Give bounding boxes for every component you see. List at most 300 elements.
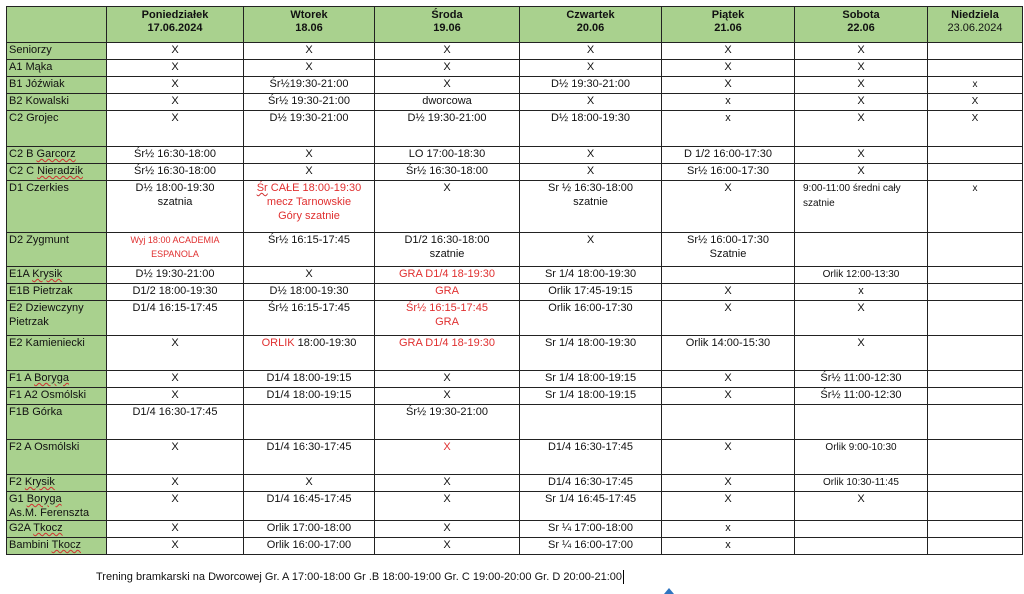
schedule-cell[interactable] bbox=[520, 233, 662, 267]
session-text: X bbox=[443, 61, 451, 73]
schedule-cell[interactable] bbox=[662, 284, 795, 301]
header-row bbox=[7, 7, 1023, 43]
schedule-cell[interactable] bbox=[375, 521, 520, 538]
group-name: D2 Zygmunt bbox=[9, 234, 69, 246]
group-name: F1B Górka bbox=[9, 406, 63, 418]
schedule-cell[interactable] bbox=[928, 521, 1023, 538]
session-text: X bbox=[443, 493, 451, 505]
session-text: D 1/2 16:00-17:30 bbox=[683, 148, 773, 160]
schedule-cell[interactable] bbox=[520, 336, 662, 371]
schedule-cell[interactable] bbox=[520, 492, 662, 521]
group-name-cell[interactable] bbox=[7, 233, 107, 267]
group-name-cell[interactable] bbox=[7, 43, 107, 60]
schedule-cell[interactable] bbox=[795, 388, 928, 405]
group-name-cell[interactable] bbox=[7, 94, 107, 111]
schedule-cell[interactable] bbox=[244, 301, 375, 336]
schedule-cell[interactable] bbox=[928, 301, 1023, 336]
schedule-cell[interactable] bbox=[244, 77, 375, 94]
session-text: X bbox=[857, 337, 865, 349]
session-text: D1/4 18:00-19:15 bbox=[266, 389, 352, 401]
session-text: X bbox=[586, 234, 595, 246]
group-name: B1 Jóźwiak bbox=[9, 78, 65, 90]
schedule-cell[interactable] bbox=[107, 94, 244, 111]
session-text: X bbox=[171, 539, 179, 551]
schedule-cell[interactable] bbox=[244, 147, 375, 164]
schedule-cell[interactable] bbox=[107, 538, 244, 555]
session-text: Śr½ 16:30-18:00 bbox=[134, 148, 216, 160]
session-text: X bbox=[586, 61, 595, 73]
schedule-cell[interactable] bbox=[795, 111, 928, 147]
table-row bbox=[7, 521, 1023, 538]
schedule-cell[interactable] bbox=[795, 440, 928, 475]
session-text: X bbox=[443, 372, 451, 384]
session-text: X bbox=[724, 182, 732, 194]
group-name-cell[interactable] bbox=[7, 111, 107, 147]
schedule-cell[interactable] bbox=[244, 111, 375, 147]
schedule-cell[interactable] bbox=[107, 301, 244, 336]
schedule-cell[interactable] bbox=[375, 267, 520, 284]
group-name-cell[interactable] bbox=[7, 388, 107, 405]
session-text: Sr½ 16:00-17:30 Szatnie bbox=[687, 234, 769, 260]
session-text: D1/4 16:15-17:45 bbox=[132, 302, 218, 314]
schedule-cell[interactable] bbox=[928, 336, 1023, 371]
group-name: C2 Grojec bbox=[9, 112, 59, 124]
schedule-cell[interactable] bbox=[928, 94, 1023, 111]
session-text: GRA D1/4 18-19:30 bbox=[398, 337, 495, 349]
group-name: C2 B Garcorz bbox=[9, 148, 76, 160]
day-header-niedziela[interactable] bbox=[928, 7, 1023, 43]
schedule-cell[interactable] bbox=[928, 60, 1023, 77]
schedule-cell[interactable] bbox=[520, 77, 662, 94]
session-text: X bbox=[171, 112, 179, 124]
schedule-cell[interactable] bbox=[662, 267, 795, 284]
schedule-cell[interactable] bbox=[795, 60, 928, 77]
schedule-cell[interactable] bbox=[928, 538, 1023, 555]
schedule-cell[interactable] bbox=[107, 284, 244, 301]
day-date: 23.06.2024 bbox=[947, 22, 1003, 34]
schedule-cell[interactable] bbox=[662, 371, 795, 388]
table-row bbox=[7, 43, 1023, 60]
schedule-cell[interactable] bbox=[107, 388, 244, 405]
day-header-sroda[interactable] bbox=[375, 7, 520, 43]
session-text: Śr½ 19:30-21:00 bbox=[406, 406, 488, 418]
schedule-cell[interactable] bbox=[375, 475, 520, 492]
schedule-cell[interactable] bbox=[928, 111, 1023, 147]
schedule-cell[interactable] bbox=[244, 284, 375, 301]
schedule-cell[interactable] bbox=[520, 181, 662, 233]
group-name-cell[interactable] bbox=[7, 440, 107, 475]
table-row bbox=[7, 492, 1023, 521]
session-text: D1/4 18:00-19:15 bbox=[266, 372, 352, 384]
session-text: x bbox=[858, 285, 864, 297]
group-name-cell[interactable] bbox=[7, 164, 107, 181]
session-text: D½ 19:30-21:00 bbox=[269, 112, 349, 124]
session-text: X bbox=[857, 61, 865, 73]
schedule-cell[interactable] bbox=[375, 440, 520, 475]
group-name: E1A Krysik bbox=[9, 268, 63, 280]
table-row bbox=[7, 336, 1023, 371]
session-text: X bbox=[443, 78, 451, 90]
group-name: D1 Czerkies bbox=[9, 182, 69, 194]
schedule-cell[interactable] bbox=[107, 267, 244, 284]
schedule-cell[interactable] bbox=[928, 284, 1023, 301]
schedule-cell[interactable] bbox=[375, 147, 520, 164]
table-row bbox=[7, 94, 1023, 111]
schedule-cell[interactable] bbox=[520, 267, 662, 284]
group-name-cell[interactable] bbox=[7, 181, 107, 233]
schedule-cell[interactable] bbox=[795, 405, 928, 440]
session-text: D½ 19:30-21:00 bbox=[551, 78, 630, 90]
schedule-cell[interactable] bbox=[520, 388, 662, 405]
schedule-cell[interactable] bbox=[375, 60, 520, 77]
schedule-cell[interactable] bbox=[107, 440, 244, 475]
schedule-cell[interactable] bbox=[520, 284, 662, 301]
session-text: Śr½ 16:15-17:45 bbox=[268, 234, 350, 246]
group-name-cell[interactable] bbox=[7, 492, 107, 521]
schedule-cell[interactable] bbox=[520, 111, 662, 147]
group-name-cell[interactable] bbox=[7, 267, 107, 284]
group-name: Bambini Tkocz bbox=[9, 539, 81, 551]
schedule-cell[interactable] bbox=[795, 538, 928, 555]
schedule-cell[interactable] bbox=[244, 233, 375, 267]
schedule-cell[interactable] bbox=[520, 60, 662, 77]
session-text: X bbox=[857, 112, 865, 124]
schedule-cell[interactable] bbox=[107, 164, 244, 181]
table-row bbox=[7, 267, 1023, 284]
session-text: Śr½ 19:30-21:00 bbox=[268, 95, 350, 107]
session-text: X bbox=[171, 389, 179, 401]
session-text: x bbox=[972, 79, 978, 90]
session-text: X bbox=[724, 61, 732, 73]
table-row bbox=[7, 405, 1023, 440]
day-date: 19.06 bbox=[433, 22, 461, 34]
schedule-cell[interactable] bbox=[375, 181, 520, 233]
session-text: GRA bbox=[435, 285, 459, 297]
schedule-cell[interactable] bbox=[662, 147, 795, 164]
schedule-cell[interactable] bbox=[662, 440, 795, 475]
group-name: E2 Dziewczyny Pietrzak bbox=[9, 302, 84, 328]
session-text: X bbox=[171, 78, 179, 90]
group-name: F1 A Boryga bbox=[9, 372, 69, 384]
schedule-cell[interactable] bbox=[662, 77, 795, 94]
schedule-cell[interactable] bbox=[662, 233, 795, 267]
group-name-cell[interactable] bbox=[7, 475, 107, 492]
schedule-cell[interactable] bbox=[375, 164, 520, 181]
session-text: D1/4 16:30-17:45 bbox=[547, 476, 633, 488]
schedule-cell[interactable] bbox=[520, 538, 662, 555]
session-text: X bbox=[586, 44, 595, 56]
schedule-cell[interactable] bbox=[662, 301, 795, 336]
schedule-cell[interactable] bbox=[662, 475, 795, 492]
schedule-cell[interactable] bbox=[662, 336, 795, 371]
table-row bbox=[7, 60, 1023, 77]
schedule-cell[interactable] bbox=[928, 388, 1023, 405]
session-text: x bbox=[725, 95, 731, 107]
schedule-cell[interactable] bbox=[928, 440, 1023, 475]
schedule-cell[interactable] bbox=[928, 164, 1023, 181]
schedule-cell[interactable] bbox=[107, 181, 244, 233]
schedule-cell[interactable] bbox=[662, 60, 795, 77]
session-text: Sr 1/4 18:00-19:15 bbox=[544, 389, 637, 401]
schedule-cell[interactable] bbox=[928, 147, 1023, 164]
day-header-czwartek[interactable] bbox=[520, 7, 662, 43]
schedule-cell[interactable] bbox=[375, 111, 520, 147]
schedule-cell[interactable] bbox=[928, 233, 1023, 267]
schedule-cell[interactable] bbox=[662, 94, 795, 111]
schedule-cell[interactable] bbox=[107, 147, 244, 164]
schedule-cell[interactable] bbox=[520, 521, 662, 538]
schedule-cell[interactable] bbox=[928, 77, 1023, 94]
group-name-cell[interactable] bbox=[7, 405, 107, 440]
schedule-cell[interactable] bbox=[375, 492, 520, 521]
schedule-cell[interactable] bbox=[107, 405, 244, 440]
schedule-cell[interactable] bbox=[795, 521, 928, 538]
schedule-cell[interactable] bbox=[795, 77, 928, 94]
schedule-cell[interactable] bbox=[520, 43, 662, 60]
day-date: 17.06.2024 bbox=[147, 22, 203, 34]
session-text: X bbox=[857, 493, 865, 505]
schedule-cell[interactable] bbox=[107, 336, 244, 371]
day-name: Poniedziałek bbox=[141, 9, 209, 21]
schedule-cell[interactable] bbox=[795, 43, 928, 60]
table-row bbox=[7, 111, 1023, 147]
session-text: X bbox=[171, 522, 179, 534]
schedule-cell[interactable] bbox=[375, 336, 520, 371]
group-name-cell[interactable] bbox=[7, 521, 107, 538]
session-text: X bbox=[443, 522, 451, 534]
schedule-cell[interactable] bbox=[795, 492, 928, 521]
schedule-cell[interactable] bbox=[107, 233, 244, 267]
schedule-cell[interactable] bbox=[928, 43, 1023, 60]
goalkeeper-training-note[interactable] bbox=[96, 570, 624, 584]
schedule-cell[interactable] bbox=[244, 181, 375, 233]
schedule-cell[interactable] bbox=[375, 233, 520, 267]
schedule-cell[interactable] bbox=[244, 164, 375, 181]
table-row bbox=[7, 77, 1023, 94]
schedule-cell[interactable] bbox=[662, 492, 795, 521]
schedule-cell[interactable] bbox=[795, 475, 928, 492]
session-text: Śr½ 16:30-18:00 bbox=[134, 165, 216, 177]
session-text: Sr ½ 16:30-18:00 szatnie bbox=[547, 182, 633, 208]
schedule-cell[interactable] bbox=[244, 521, 375, 538]
schedule-cell[interactable] bbox=[520, 475, 662, 492]
day-header-sobota[interactable] bbox=[795, 7, 928, 43]
schedule-cell[interactable] bbox=[375, 77, 520, 94]
session-text: x bbox=[725, 539, 731, 551]
session-text: X bbox=[305, 148, 313, 160]
session-text: Śr½ 11:00-12:30 bbox=[820, 389, 902, 401]
schedule-cell[interactable] bbox=[795, 301, 928, 336]
group-name-cell[interactable] bbox=[7, 538, 107, 555]
session-text: Orlik 12:00-13:30 bbox=[822, 269, 900, 280]
schedule-cell[interactable] bbox=[662, 164, 795, 181]
schedule-cell[interactable] bbox=[107, 475, 244, 492]
session-text: D1/4 16:45-17:45 bbox=[266, 493, 352, 505]
schedule-cell[interactable] bbox=[244, 492, 375, 521]
session-text: X bbox=[305, 44, 313, 56]
schedule-table bbox=[6, 6, 1023, 555]
schedule-cell[interactable] bbox=[928, 267, 1023, 284]
schedule-cell[interactable] bbox=[107, 77, 244, 94]
session-text: X bbox=[586, 165, 595, 177]
schedule-cell[interactable] bbox=[520, 440, 662, 475]
group-name-cell[interactable] bbox=[7, 77, 107, 94]
schedule-cell[interactable] bbox=[375, 388, 520, 405]
session-text: 9:00-11:00 średni cały szatnie bbox=[803, 183, 901, 209]
schedule-cell[interactable] bbox=[795, 181, 928, 233]
schedule-cell[interactable] bbox=[662, 388, 795, 405]
session-text: X bbox=[724, 372, 732, 384]
table-row bbox=[7, 301, 1023, 336]
session-text: X bbox=[171, 44, 179, 56]
session-text: X bbox=[724, 285, 732, 297]
session-text: D1/4 16:30-17:45 bbox=[132, 406, 218, 418]
group-name: F1 A2 Osmólski bbox=[9, 389, 87, 401]
group-name-cell[interactable] bbox=[7, 284, 107, 301]
schedule-cell[interactable] bbox=[520, 405, 662, 440]
schedule-cell[interactable] bbox=[375, 301, 520, 336]
session-text: LO 17:00-18:30 bbox=[408, 148, 486, 160]
schedule-cell[interactable] bbox=[244, 538, 375, 555]
session-text: X bbox=[724, 493, 732, 505]
session-text: X bbox=[857, 165, 865, 177]
schedule-cell[interactable] bbox=[244, 388, 375, 405]
table-row bbox=[7, 147, 1023, 164]
session-text: X bbox=[443, 182, 451, 194]
table-row bbox=[7, 284, 1023, 301]
day-header-poniedzialek[interactable] bbox=[107, 7, 244, 43]
schedule-cell[interactable] bbox=[244, 267, 375, 284]
session-text: X bbox=[724, 78, 732, 90]
day-name: Sobota bbox=[842, 9, 880, 21]
schedule-cell[interactable] bbox=[795, 336, 928, 371]
session-text: X bbox=[724, 302, 732, 314]
table-row bbox=[7, 538, 1023, 555]
schedule-cell[interactable] bbox=[795, 371, 928, 388]
table-row bbox=[7, 164, 1023, 181]
day-date: 18.06 bbox=[295, 22, 323, 34]
day-name: Piątek bbox=[711, 9, 745, 21]
schedule-cell[interactable] bbox=[662, 111, 795, 147]
schedule-cell[interactable] bbox=[244, 60, 375, 77]
schedule-cell[interactable] bbox=[244, 475, 375, 492]
schedule-cell[interactable] bbox=[520, 147, 662, 164]
schedule-cell[interactable] bbox=[244, 440, 375, 475]
schedule-cell[interactable] bbox=[520, 371, 662, 388]
schedule-cell[interactable] bbox=[107, 492, 244, 521]
schedule-cell[interactable] bbox=[107, 111, 244, 147]
schedule-cell[interactable] bbox=[795, 94, 928, 111]
session-text: X bbox=[305, 61, 313, 73]
group-name-cell[interactable] bbox=[7, 60, 107, 77]
schedule-cell[interactable] bbox=[520, 301, 662, 336]
insertion-marker-icon bbox=[664, 588, 674, 594]
session-text: ORLIK 18:00-19:30 bbox=[261, 337, 357, 349]
schedule-cell[interactable] bbox=[928, 181, 1023, 233]
session-text: Orlik 17:45-19:15 bbox=[548, 285, 633, 297]
group-name-cell[interactable] bbox=[7, 147, 107, 164]
group-name: F2 A Osmólski bbox=[9, 441, 80, 453]
session-text: Śr½19:30-21:00 bbox=[269, 78, 349, 90]
schedule-cell[interactable] bbox=[375, 538, 520, 555]
session-text: X bbox=[305, 165, 313, 177]
schedule-cell[interactable] bbox=[662, 405, 795, 440]
schedule-cell[interactable] bbox=[928, 371, 1023, 388]
schedule-cell[interactable] bbox=[928, 475, 1023, 492]
session-text: Sr ¼ 17:00-18:00 bbox=[547, 522, 633, 534]
session-text: D½ 18:00-19:30 bbox=[269, 285, 349, 297]
schedule-cell[interactable] bbox=[375, 405, 520, 440]
schedule-cell[interactable] bbox=[795, 233, 928, 267]
schedule-cell[interactable] bbox=[795, 267, 928, 284]
schedule-cell[interactable] bbox=[662, 181, 795, 233]
schedule-cell[interactable] bbox=[928, 405, 1023, 440]
schedule-cell[interactable] bbox=[795, 147, 928, 164]
group-name-cell[interactable] bbox=[7, 371, 107, 388]
schedule-cell[interactable] bbox=[107, 43, 244, 60]
session-text: x bbox=[972, 183, 978, 194]
day-name: Niedziela bbox=[951, 9, 999, 21]
schedule-cell[interactable] bbox=[662, 521, 795, 538]
session-text: X bbox=[443, 539, 451, 551]
session-text: x bbox=[725, 522, 731, 534]
schedule-cell[interactable] bbox=[795, 284, 928, 301]
schedule-cell[interactable] bbox=[107, 371, 244, 388]
session-text: X bbox=[171, 493, 179, 505]
schedule-cell[interactable] bbox=[375, 371, 520, 388]
day-date: 21.06 bbox=[714, 22, 742, 34]
session-text: X bbox=[586, 148, 595, 160]
session-text: Sr 1/4 18:00-19:30 bbox=[544, 337, 637, 349]
schedule-cell[interactable] bbox=[244, 336, 375, 371]
day-header-piatek[interactable] bbox=[662, 7, 795, 43]
schedule-cell[interactable] bbox=[244, 43, 375, 60]
session-text: Śr½ 16:15-17:45 bbox=[268, 302, 350, 314]
schedule-cell[interactable] bbox=[662, 538, 795, 555]
group-name: C2 C Nieradzik bbox=[9, 165, 83, 177]
schedule-cell[interactable] bbox=[244, 371, 375, 388]
session-text: Orlik 16:00-17:30 bbox=[548, 302, 633, 314]
session-text: Orlik 9:00-10:30 bbox=[825, 442, 897, 453]
schedule-cell[interactable] bbox=[520, 164, 662, 181]
session-text: X bbox=[724, 44, 732, 56]
session-text: D½ 19:30-21:00 bbox=[135, 268, 215, 280]
schedule-cell[interactable] bbox=[244, 94, 375, 111]
schedule-cell[interactable] bbox=[375, 284, 520, 301]
group-name: F2 Krysik bbox=[9, 476, 55, 488]
schedule-cell[interactable] bbox=[107, 521, 244, 538]
schedule-cell[interactable] bbox=[375, 94, 520, 111]
text-cursor bbox=[623, 570, 624, 584]
schedule-cell[interactable] bbox=[107, 60, 244, 77]
session-text: D1/2 18:00-19:30 bbox=[132, 285, 218, 297]
schedule-cell[interactable] bbox=[375, 43, 520, 60]
table-row bbox=[7, 475, 1023, 492]
session-text: D½ 19:30-21:00 bbox=[407, 112, 487, 124]
session-text: X bbox=[443, 389, 451, 401]
schedule-cell[interactable] bbox=[928, 492, 1023, 521]
day-header-wtorek[interactable] bbox=[244, 7, 375, 43]
session-text: X bbox=[857, 148, 865, 160]
schedule-cell[interactable] bbox=[662, 43, 795, 60]
schedule-cell[interactable] bbox=[795, 164, 928, 181]
group-name-cell[interactable] bbox=[7, 336, 107, 371]
group-name-cell[interactable] bbox=[7, 301, 107, 336]
schedule-cell[interactable] bbox=[520, 94, 662, 111]
session-text: x bbox=[725, 112, 731, 124]
schedule-cell[interactable] bbox=[244, 405, 375, 440]
session-text: X bbox=[443, 476, 451, 488]
